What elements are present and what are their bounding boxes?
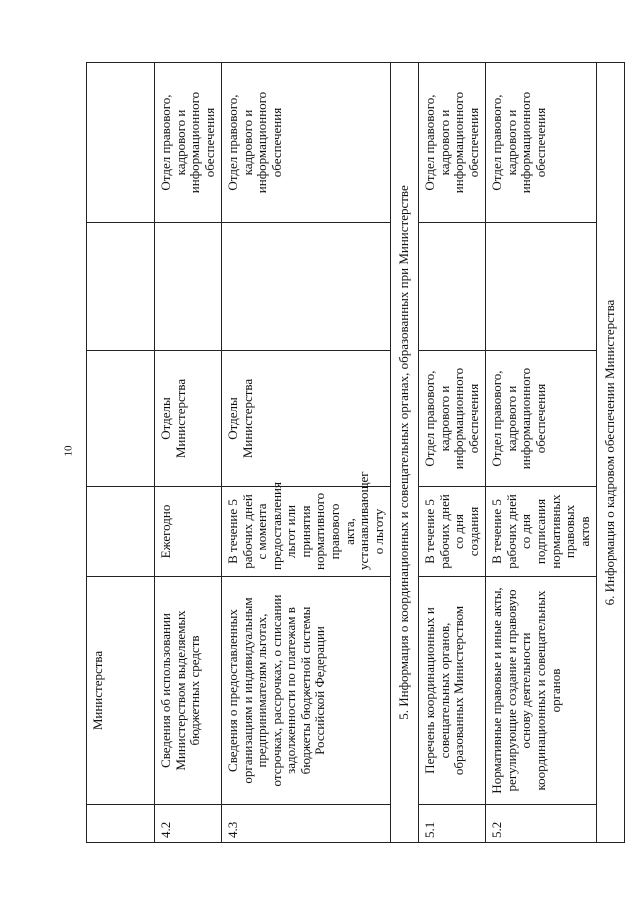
section-title: 5. Информация о координационных и совещательных органах, образованных при Министерстве	[391, 63, 419, 843]
item-responsible: Отделы Министерства	[222, 351, 391, 487]
row-number: 4.3	[222, 805, 391, 843]
item-period: В течение 5 рабочих дней со дня создания	[419, 487, 486, 577]
table-cell	[222, 223, 391, 351]
item-responsible: Отделы Министерства	[155, 351, 222, 487]
item-responsible: Отдел правового, кадрового и информационного обеспечения	[419, 351, 486, 487]
item-publisher: Отдел правового, кадрового и информационного обеспечения	[222, 63, 391, 223]
table-cell	[486, 223, 597, 351]
section-row	[597, 63, 625, 843]
item-publisher: Отдел правового, кадрового и информационного обеспечения	[155, 63, 222, 223]
table-row	[155, 63, 222, 843]
row-number: 5.1	[419, 805, 486, 843]
section-row	[391, 63, 419, 843]
section-title: 6. Информация о кадровом обеспечении Министерства	[597, 63, 625, 843]
table-cell	[87, 351, 155, 487]
table-row	[486, 63, 597, 843]
header-text: Министерства	[90, 650, 105, 731]
disclosure-table	[86, 62, 625, 843]
item-responsible: Отдел правового, кадрового и информационного обеспечения	[486, 351, 597, 487]
rotated-table-wrapper	[86, 63, 618, 843]
page-number: 10	[62, 445, 75, 457]
table-cell	[87, 63, 155, 223]
item-name: Перечень координационных и совещательных органов, образованных Министерством	[419, 577, 486, 805]
item-period: В течение 5 рабочих дней со дня подписания нормативных правовых актов	[486, 487, 597, 577]
item-name: Нормативные правовые и иные акты, регулирующие создание и правовую основу деятельности координационных и совещательных органов	[486, 577, 597, 805]
table-cell	[419, 223, 486, 351]
table-cell	[155, 223, 222, 351]
item-name: Сведения об использовании Министерством выделяемых бюджетных средств	[155, 577, 222, 805]
row-number: 5.2	[486, 805, 597, 843]
row-number: 4.2	[155, 805, 222, 843]
table-cell	[87, 487, 155, 577]
table-cell	[87, 223, 155, 351]
item-publisher: Отдел правового, кадрового и информационного обеспечения	[419, 63, 486, 223]
table-row	[87, 63, 155, 843]
item-period: Ежегодно	[155, 487, 222, 577]
item-name: Сведения о предоставленных организациям и индивидуальным предпринимателям льготах, отсрочках, рассрочках, о списании задолженности по платежам в бюджеты бюджетной системы Российской Федерации	[222, 577, 391, 805]
table-cell	[87, 577, 155, 805]
item-publisher: Отдел правового, кадрового и информационного обеспечения	[486, 63, 597, 223]
table-row	[222, 63, 391, 843]
item-period: В течение 5 рабочих дней с момента предоставления льгот или принятия нормативного правового акта, устанавливающег о льготу	[222, 487, 391, 577]
table-cell	[87, 805, 155, 843]
document-sheet	[86, 63, 618, 843]
table-row	[419, 63, 486, 843]
